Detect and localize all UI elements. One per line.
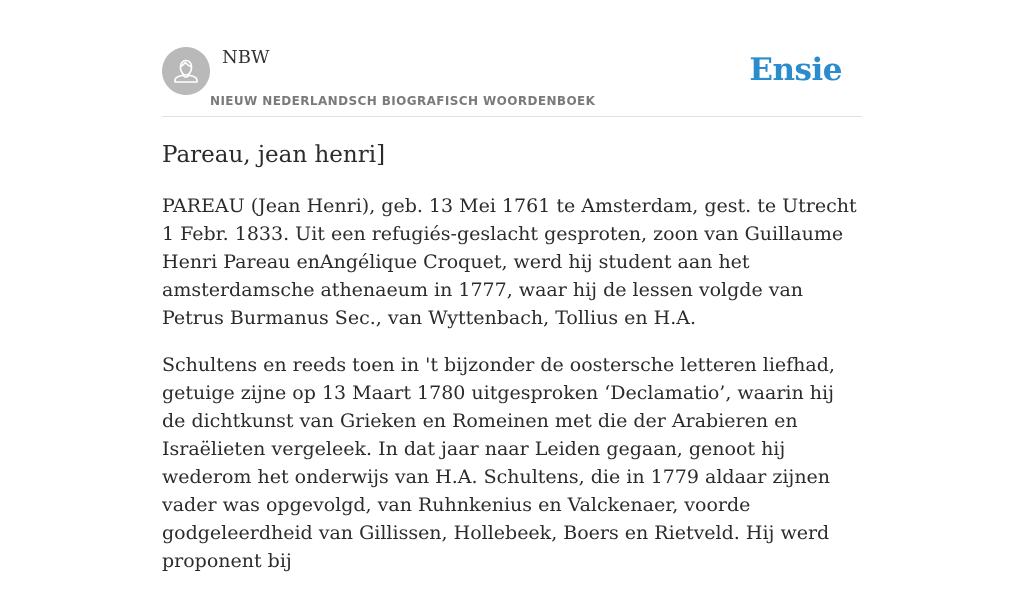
source-full-name[interactable]: NIEUW NEDERLANDSCH BIOGRAFISCH WOORDENBOEK — [210, 94, 596, 108]
article-title: Pareau, jean henri] — [162, 142, 386, 168]
source-avatar[interactable] — [162, 47, 210, 95]
brand-logo[interactable]: Ensie — [749, 52, 842, 88]
source-name[interactable]: NBW — [222, 47, 270, 68]
article-body — [162, 192, 862, 594]
article-paragraph: PAREAU (Jean Henri), geb. 13 Mei 1761 te Amsterdam, gest. te Utrecht 1 Febr. 1833. Uit een refugiés-geslacht gesproten, zoon van Guillaume Henri Pareau enAngélique Croquet, werd hij student aan het amsterdamsche athenaeum in 1777, waar hij de lessen volgde van Petrus Burmanus Sec., van Wyttenbach, Tollius en H.A. — [162, 195, 857, 329]
article-paragraph: Schultens en reeds toen in 't bijzonder de oostersche letteren liefhad, getuige zijne op 13 Maart 1780 uitgesproken ‘Declamatio’, waarin hij de dichtkunst van Grieken en Romeinen met die der Arabieren en Israëlieten vergeleek. In dat jaar naar Leiden gegaan, genoot hij wederom het onderwijs van H.A. Schultens, die in 1779 aldaar zijnen vader was opgevolgd, van Ruhnkenius en Valckenaer, voorde godgeleerdheid van Gillissen, Hollebeek, Boers en Rietveld. Hij werd proponent bij — [162, 354, 835, 572]
page-container — [162, 0, 862, 572]
page-header — [162, 0, 862, 117]
user-placeholder-icon — [162, 47, 210, 95]
